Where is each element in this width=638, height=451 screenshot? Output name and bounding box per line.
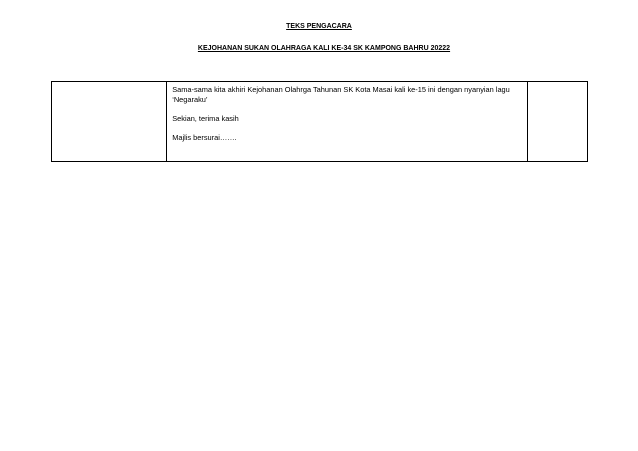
table-row	[52, 82, 588, 162]
script-table	[51, 81, 588, 162]
table-cell-left	[52, 82, 167, 162]
document-title: TEKS PENGACARA	[286, 23, 352, 30]
table-cell-right	[527, 82, 587, 162]
document-subtitle: KEJOHANAN SUKAN OLAHRAGA KALI KE-34 SK KAMPONG BAHRU 20222	[197, 45, 451, 52]
script-paragraph-dismissal: Majlis bersurai…….	[172, 133, 237, 142]
table-cell-script	[167, 82, 528, 162]
script-paragraph-closing: Sama-sama kita akhiri Kejohanan Olahrga Tahunan SK Kota Masai kali ke-15 ini dengan nyanyian lagu ‘Negaraku’	[172, 85, 510, 104]
script-text	[167, 82, 527, 143]
script-paragraph-thanks: Sekian, terima kasih	[172, 114, 239, 123]
